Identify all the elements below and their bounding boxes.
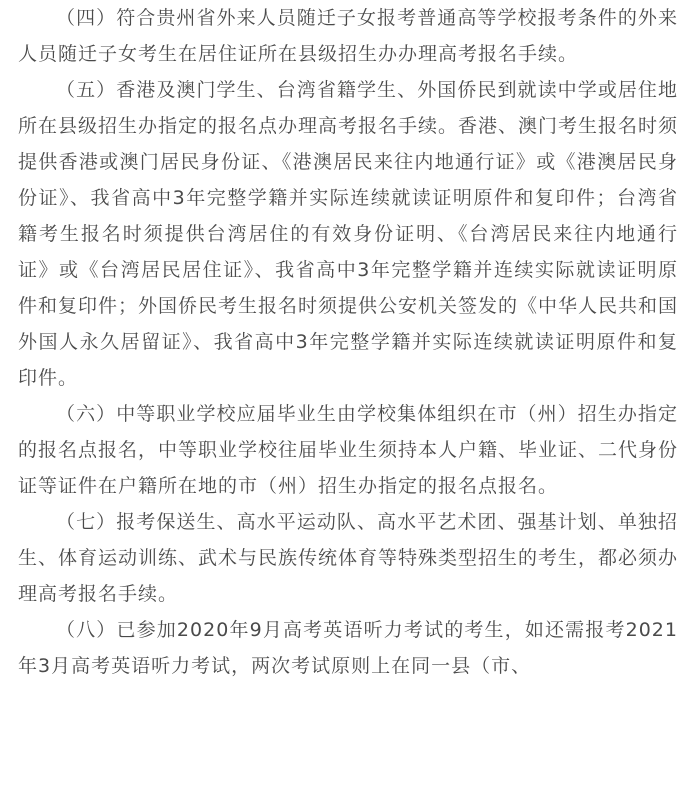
paragraph-item-8: （八）已参加2020年9月高考英语听力考试的考生，如还需报考2021年3月高考英语听力考试，两次考试原则上在同一县（市、 [18,619,678,677]
paragraph-item-4: （四）符合贵州省外来人员随迁子女报考普通高等学校报考条件的外来人员随迁子女考生在居住证所在县级招生办办理高考报名手续。 [18,7,678,65]
paragraph-item-5: （五）香港及澳门学生、台湾省籍学生、外国侨民到就读中学或居住地所在县级招生办指定的报名点办理高考报名手续。香港、澳门考生报名时须提供香港或澳门居民身份证、《港澳居民来往内地通行证》或《港澳居民身份证》、我省高中3年完整学籍并实际连续就读证明原件和复印件；台湾省籍考生报名时须提供台湾居住的有效身份证明、《台湾居民来往内地通行证》或《台湾居民居住证》、我省高中3年完整学籍并连续实际就读证明原件和复印件；外国侨民考生报名时须提供公安机关签发的《中华人民共和国外国人永久居留证》、我省高中3年完整学籍并实际连续就读证明原件和复印件。 [18,79,679,389]
paragraph-item-7: （七）报考保送生、高水平运动队、高水平艺术团、强基计划、单独招生、体育运动训练、武术与民族传统体育等特殊类型招生的考生，都必须办理高考报名手续。 [18,511,679,605]
paragraph-item-6: （六）中等职业学校应届毕业生由学校集体组织在市（州）招生办指定的报名点报名，中等职业学校往届毕业生须持本人户籍、毕业证、二代身份证等证件在户籍所在地的市（州）招生办指定的报名点报名。 [18,403,679,497]
